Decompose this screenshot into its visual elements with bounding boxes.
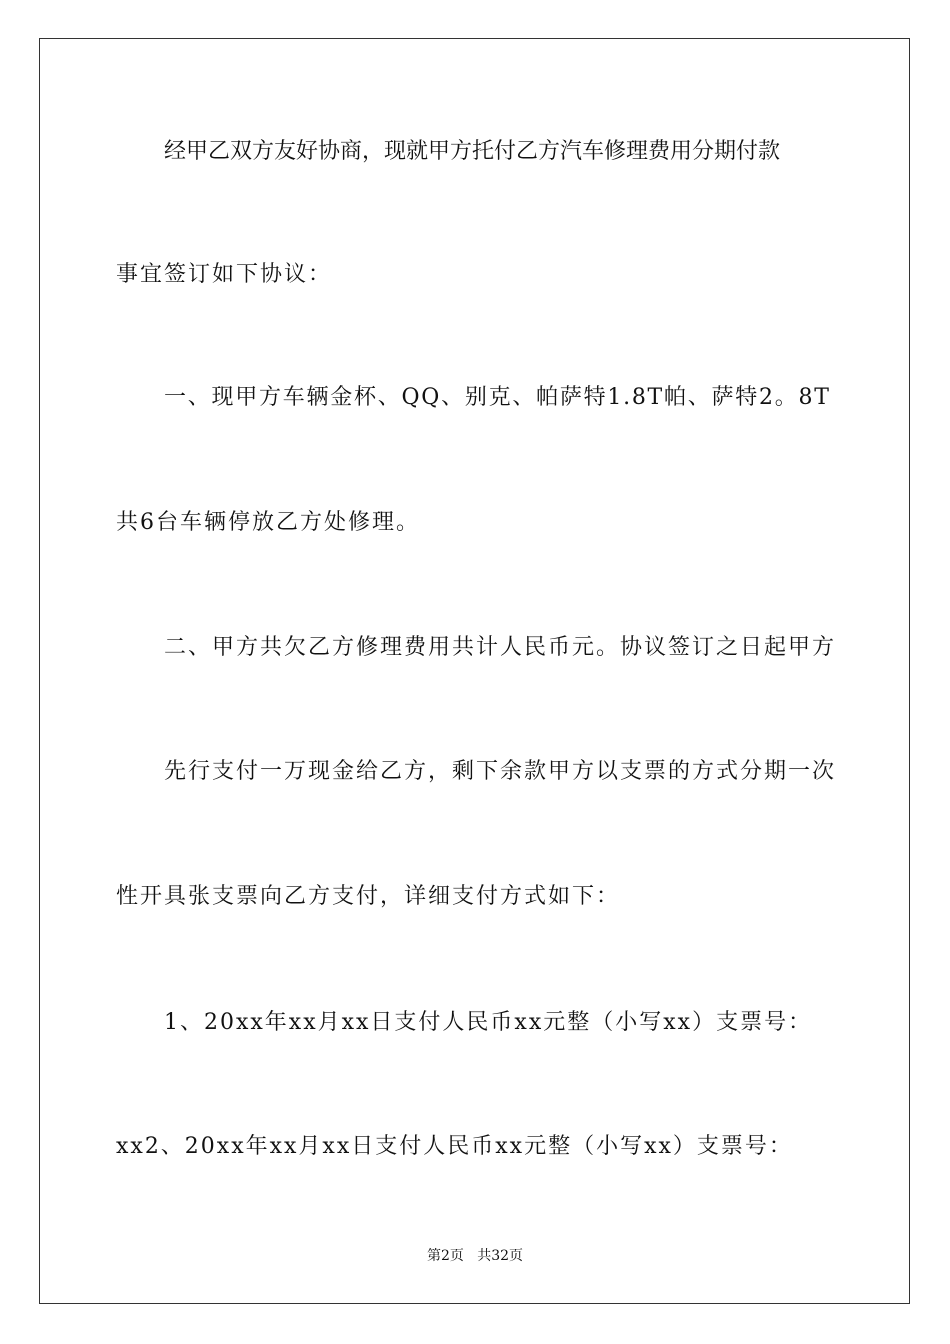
page-border bbox=[39, 38, 910, 1304]
line-text: 经甲乙双方友好协商，现就甲方托付乙方汽车修理费用分期付款 bbox=[164, 139, 781, 164]
paragraph-line-7: 性开具张支票向乙方支付，详细支付方式如下： bbox=[116, 884, 621, 909]
page-footer: 第2页 共32页 bbox=[426, 1248, 524, 1264]
paragraph-line-3: 一、现甲方车辆金杯、QQ、别克、帕萨特1.8T帕、萨特2。8T bbox=[164, 385, 831, 410]
paragraph-line-9: xx2、20xx年xx月xx日支付人民币xx元整（小写xx）支票号： bbox=[116, 1134, 793, 1159]
paragraph-line-5: 二、甲方共欠乙方修理费用共计人民币元。协议签订之日起甲方 bbox=[164, 635, 837, 660]
paragraph-line-8: 1、20xx年xx月xx日支付人民币xx元整（小写xx）支票号： bbox=[164, 1010, 813, 1035]
paragraph-line-4: 共6台车辆停放乙方处修理。 bbox=[116, 510, 420, 535]
paragraph-line-2: 事宜签订如下协议： bbox=[116, 262, 333, 287]
paragraph-line-1 bbox=[164, 137, 836, 167]
paragraph-line-6: 先行支付一万现金给乙方，剩下余款甲方以支票的方式分期一次 bbox=[164, 759, 837, 784]
